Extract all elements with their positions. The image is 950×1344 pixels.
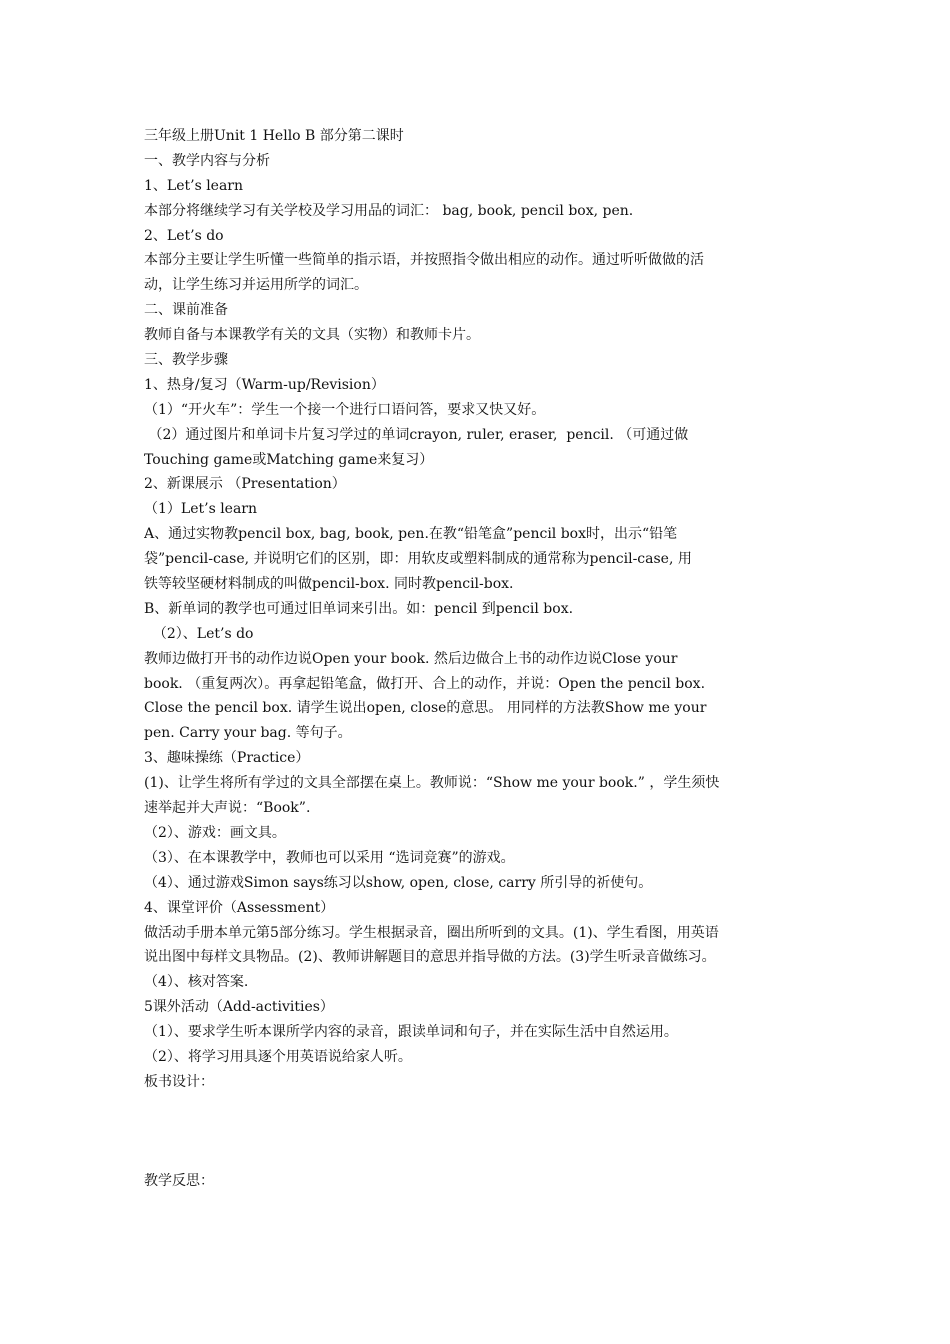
paragraph-line: 说出图中每样文具物品。(2)、教师讲解题目的意思并指导做的方法。(3)学生听录音做练习。 — [144, 949, 716, 966]
paragraph-line: （2）、游戏：画文具。 — [144, 824, 286, 841]
paragraph-line: 教师边做打开书的动作边说Open your book. 然后边做合上书的动作边说Close your — [144, 650, 678, 667]
paragraph-line: （4）、核对答案. — [144, 974, 249, 991]
blank-space — [144, 1095, 824, 1170]
section-heading: 一、教学内容与分析 — [144, 152, 270, 169]
paragraph-line: 本部分主要让学生听懂一些简单的指示语，并按照指令做出相应的动作。通过听听做做的活 — [144, 252, 704, 269]
paragraph-line: （1）“开火车”：学生一个接一个进行口语问答，要求又快又好。 — [144, 401, 546, 418]
paragraph-line: A、通过实物教pencil box, bag, book, pen.在教“铅笔盒”pencil box时，出示“铅笔 — [144, 526, 678, 543]
subsection-heading: 1、热身/复习（Warm-up/Revision） — [144, 376, 385, 393]
subsection-heading: 5课外活动（Add-activities） — [144, 999, 334, 1016]
paragraph-line: （3）、在本课教学中，教师也可以采用 “选词竞赛”的游戏。 — [144, 849, 515, 866]
paragraph-line: 袋”pencil-case, 并说明它们的区别，即：用软皮或塑料制成的通常称为pencil-case, 用 — [144, 551, 692, 568]
subsection-heading: 2、Let’s do — [144, 227, 224, 244]
paragraph-line: Close the pencil box. 请学生说出open, close的意思。 用同样的方法教Show me your — [144, 700, 707, 717]
paragraph-line: 本部分将继续学习有关学校及学习用品的词汇： bag, book, pencil box, pen. — [144, 202, 634, 219]
paragraph-line: 动，让学生练习并运用所学的词汇。 — [144, 277, 368, 294]
paragraph-line: （1）Let’s learn — [144, 501, 258, 518]
paragraph-line: book. （重复两次）。再拿起铅笔盒，做打开、合上的动作，并说：Open the pencil box. — [144, 675, 706, 692]
paragraph-line: （2）、将学习用具逐个用英语说给家人听。 — [144, 1048, 412, 1065]
subsection-heading: 4、课堂评价（Assessment） — [144, 899, 335, 916]
paragraph-line: 速举起并大声说：“Book”. — [144, 800, 311, 817]
paragraph-line: （2）、Let’s do — [144, 625, 254, 642]
section-heading: 二、课前准备 — [144, 302, 228, 319]
subsection-heading: 1、Let’s learn — [144, 177, 244, 194]
paragraph-line: 教师自备与本课教学有关的文具（实物）和教师卡片。 — [144, 327, 480, 344]
doc-title: 三年级上册Unit 1 Hello B 部分第二课时 — [144, 128, 404, 144]
paragraph-line: 铁等较坚硬材料制成的叫做pencil-box. 同时教pencil-box. — [144, 576, 514, 593]
paragraph-line: （1）、要求学生听本课所学内容的录音，跟读单词和句子，并在实际生活中自然运用。 — [144, 1024, 678, 1041]
subsection-heading: 2、新课展示 （Presentation） — [144, 476, 346, 493]
board-design-label: 板书设计： — [144, 1073, 214, 1090]
teaching-reflection-label: 教学反思： — [144, 1173, 214, 1190]
paragraph-line: （4）、通过游戏Simon says练习以show, open, close, carry 所引导的祈使句。 — [144, 874, 653, 891]
paragraph-line: 做活动手册本单元第5部分练习。学生根据录音，圈出所听到的文具。(1)、学生看图，用英语 — [144, 924, 719, 941]
section-heading: 三、教学步骤 — [144, 352, 228, 369]
paragraph-line: （2）通过图片和单词卡片复习学过的单词crayon, ruler, eraser, pencil. （可通过做 — [144, 426, 689, 443]
paragraph-line: B、新单词的教学也可通过旧单词来引出。如：pencil 到pencil box. — [144, 600, 574, 617]
document-body — [144, 124, 824, 1194]
paragraph-line: (1)、让学生将所有学过的文具全部摆在桌上。教师说：“Show me your book.” ，学生须快 — [144, 775, 720, 792]
paragraph-line: pen. Carry your bag. 等句子。 — [144, 725, 352, 742]
subsection-heading: 3、趣味操练（Practice） — [144, 750, 310, 767]
paragraph-line: Touching game或Matching game来复习） — [144, 451, 434, 468]
